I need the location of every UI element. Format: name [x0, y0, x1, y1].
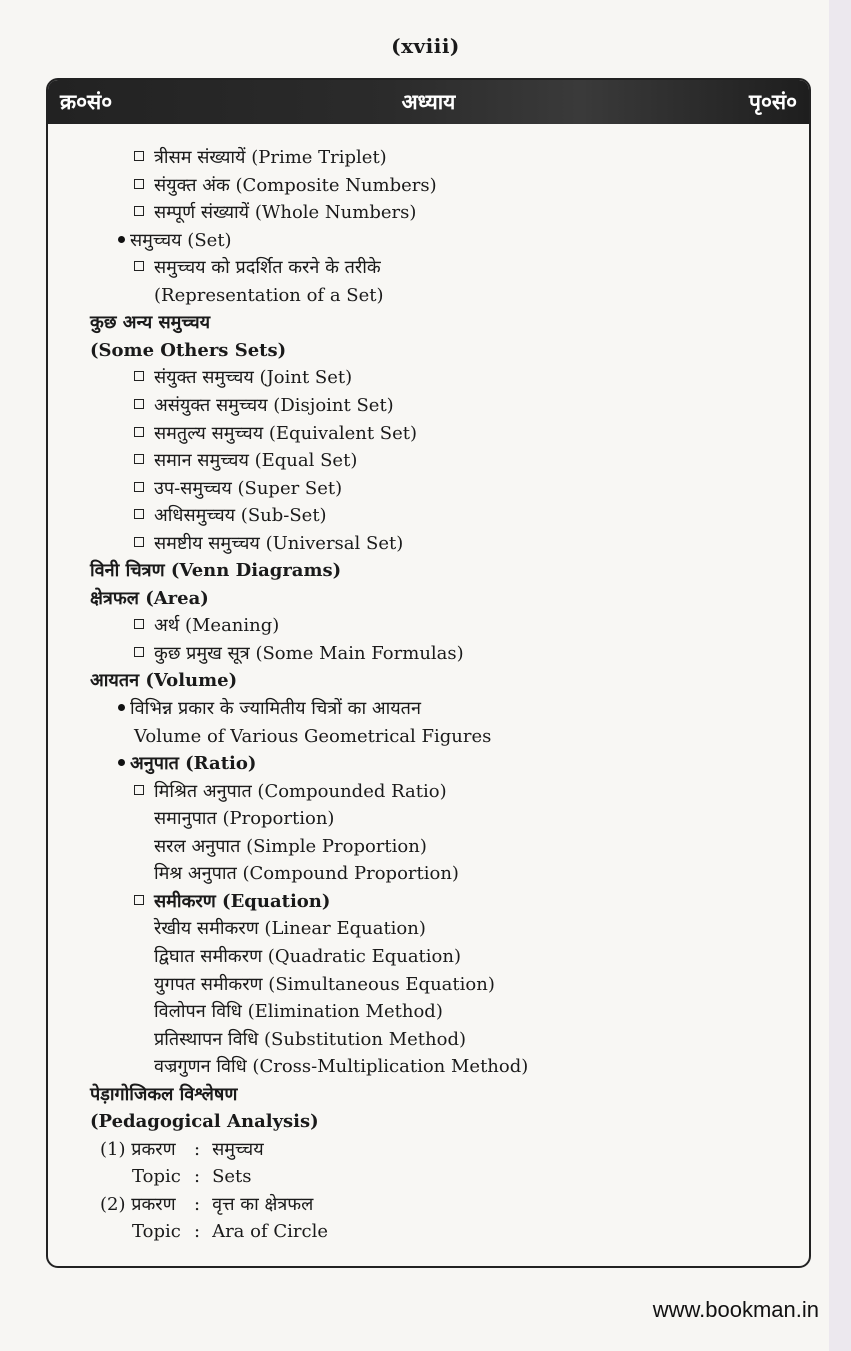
square-bullet-icon	[134, 895, 144, 905]
list-item: वज्रगुणन विधि (Cross-Multiplication Method)	[154, 1056, 529, 1077]
round-bullet-icon	[118, 759, 125, 766]
analysis-row: (2) प्रकरण : वृत्त का क्षेत्रफल	[100, 1191, 313, 1218]
section-heading: क्षेत्रफल (Area)	[90, 588, 209, 609]
list-item: समष्टीय समुच्चय (Universal Set)	[134, 530, 403, 557]
square-bullet-icon	[134, 261, 144, 271]
website-footer: www.bookman.in	[652, 1297, 819, 1322]
list-item: सम्पूर्ण संख्यायें (Whole Numbers)	[134, 199, 416, 226]
list-item: समुच्चय को प्रदर्शित करने के तरीके	[134, 254, 381, 281]
section-heading: आयतन (Volume)	[90, 670, 238, 691]
round-bullet-icon	[118, 236, 125, 243]
section-heading: (Pedagogical Analysis)	[90, 1111, 319, 1132]
list-item: उप-समुच्चय (Super Set)	[134, 475, 342, 502]
list-item: द्विघात समीकरण (Quadratic Equation)	[154, 946, 461, 967]
topic-value: Sets	[212, 1166, 252, 1187]
round-bullet-icon	[118, 704, 125, 711]
list-item: असंयुक्त समुच्चय (Disjoint Set)	[134, 392, 394, 419]
header-chapter: अध्याय	[401, 89, 456, 114]
analysis-hindi: समुच्चय	[212, 1139, 264, 1160]
list-item: अनुपात (Ratio)	[118, 750, 256, 777]
section-heading: विनी चित्रण (Venn Diagrams)	[90, 560, 342, 581]
square-bullet-icon	[134, 454, 144, 464]
list-item: मिश्र अनुपात (Compound Proportion)	[154, 863, 459, 884]
square-bullet-icon	[134, 619, 144, 629]
list-item: समान समुच्चय (Equal Set)	[134, 447, 357, 474]
list-item: (Representation of a Set)	[154, 285, 384, 306]
analysis-row: (1) प्रकरण : समुच्चय	[100, 1136, 264, 1163]
page-edge-strip	[829, 0, 851, 1351]
square-bullet-icon	[134, 785, 144, 795]
square-bullet-icon	[134, 647, 144, 657]
square-bullet-icon	[134, 509, 144, 519]
list-item: अधिसमुच्चय (Sub-Set)	[134, 502, 327, 529]
list-item: प्रतिस्थापन विधि (Substitution Method)	[154, 1029, 466, 1050]
list-item: अर्थ (Meaning)	[134, 612, 279, 639]
list-item: समानुपात (Proportion)	[154, 808, 335, 829]
list-item: कुछ प्रमुख सूत्र (Some Main Formulas)	[134, 640, 464, 667]
analysis-number: (1) प्रकरण	[100, 1139, 176, 1160]
square-bullet-icon	[134, 206, 144, 216]
square-bullet-icon	[134, 179, 144, 189]
section-heading: कुछ अन्य समुच्चय	[90, 312, 211, 333]
list-item: संयुक्त अंक (Composite Numbers)	[134, 172, 437, 199]
square-bullet-icon	[134, 482, 144, 492]
square-bullet-icon	[134, 427, 144, 437]
contents-box	[46, 78, 811, 1268]
square-bullet-icon	[134, 371, 144, 381]
list-item: Volume of Various Geometrical Figures	[134, 726, 492, 747]
topic-value: Ara of Circle	[212, 1221, 328, 1242]
square-bullet-icon	[134, 537, 144, 547]
topic-label: Topic	[132, 1221, 181, 1242]
table-header	[48, 80, 809, 124]
topic-label: Topic	[132, 1166, 181, 1187]
list-item: समुच्चय (Set)	[118, 227, 232, 254]
analysis-number: (2) प्रकरण	[100, 1194, 176, 1215]
list-item: समतुल्य समुच्चय (Equivalent Set)	[134, 420, 417, 447]
analysis-row: Topic : Sets	[132, 1163, 252, 1190]
header-page-number: पृ०सं०	[749, 89, 797, 114]
list-item: रेखीय समीकरण (Linear Equation)	[154, 918, 426, 939]
page-number: (xviii)	[391, 34, 460, 58]
list-item: त्रीसम संख्यायें (Prime Triplet)	[134, 144, 387, 171]
list-item: समीकरण (Equation)	[134, 888, 330, 915]
analysis-row: Topic : Ara of Circle	[132, 1218, 328, 1245]
list-item: संयुक्त समुच्चय (Joint Set)	[134, 364, 352, 391]
list-item: मिश्रित अनुपात (Compounded Ratio)	[134, 778, 447, 805]
analysis-hindi: वृत्त का क्षेत्रफल	[212, 1194, 314, 1215]
square-bullet-icon	[134, 151, 144, 161]
section-heading: पेड़ागोजिकल विश्लेषण	[90, 1084, 238, 1105]
list-item: युगपत समीकरण (Simultaneous Equation)	[154, 974, 495, 995]
header-serial-number: क्र०सं०	[60, 89, 113, 114]
list-item: विलोपन विधि (Elimination Method)	[154, 1001, 443, 1022]
list-item: सरल अनुपात (Simple Proportion)	[154, 836, 427, 857]
section-heading: (Some Others Sets)	[90, 340, 287, 361]
square-bullet-icon	[134, 399, 144, 409]
list-item: विभिन्न प्रकार के ज्यामितीय चित्रों का आयतन	[118, 695, 421, 722]
